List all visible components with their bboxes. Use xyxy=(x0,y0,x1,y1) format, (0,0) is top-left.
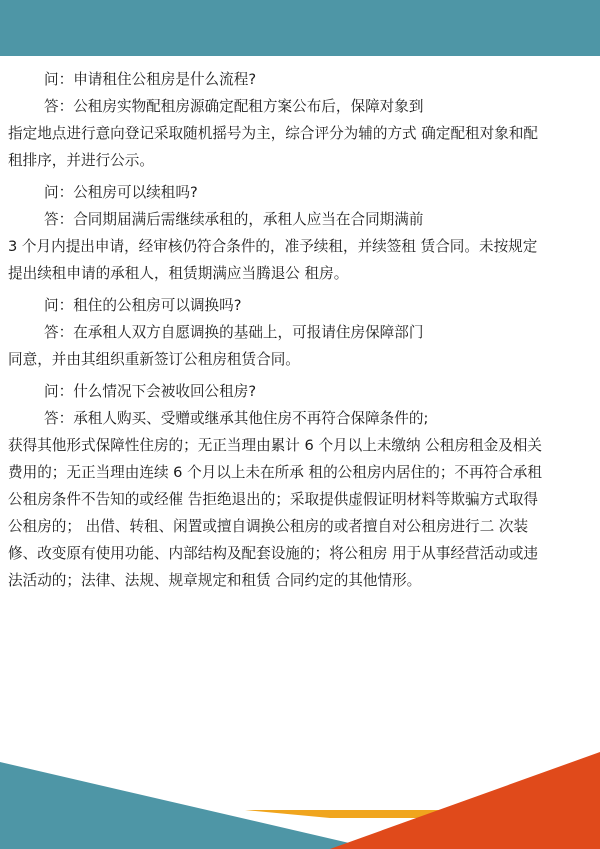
question-3: 问：租住的公租房可以调换吗? xyxy=(44,297,242,314)
question-1: 问：申请租住公租房是什么流程? xyxy=(44,71,257,88)
footer-decoration xyxy=(0,740,600,849)
header-band xyxy=(0,0,600,56)
answer-1-line-2: 指定地点进行意向登记采取随机摇号为主，综合评分为辅的方式 确定配租对象和配 xyxy=(8,125,539,142)
question-2: 问：公租房可以续租吗? xyxy=(44,184,198,201)
answer-1-line-1: 答：公租房实物配租房源确定配租方案公布后，保障对象到 xyxy=(44,98,424,115)
answer-1-line-3: 租排序，并进行公示。 xyxy=(8,152,154,169)
orange-triangle xyxy=(330,752,600,849)
teal-wedge xyxy=(0,762,375,849)
answer-4-line-6: 修、改变原有使用功能、内部结构及配套设施的；将公租房 用于从事经营活动或违 xyxy=(8,545,539,562)
document-body xyxy=(8,66,592,594)
answer-2-line-3: 提出续租申请的承租人，租赁期满应当腾退公 租房。 xyxy=(8,265,349,282)
answer-4-line-4: 公租房条件不告知的或经催 告拒绝退出的；采取提供虚假证明材料等欺骗方式取得 xyxy=(8,491,539,508)
answer-4-line-7: 法活动的；法律、法规、规章规定和租赁 合同约定的其他情形。 xyxy=(8,572,422,589)
answer-4-line-5: 公租房的； 出借、转租、闲置或擅自调换公租房的或者擅自对公租房进行二 次装 xyxy=(8,518,529,535)
answer-4-line-2: 获得其他形式保障性住房的；无正当理由累计 6 个月以上未缴纳 公租房租金及相关 xyxy=(8,437,542,454)
answer-4-line-3: 费用的；无正当理由连续 6 个月以上未在所承 租的公租房内居住的；不再符合承租 xyxy=(8,464,542,481)
question-4: 问：什么情况下会被收回公租房? xyxy=(44,383,257,400)
answer-3-line-2: 同意，并由其组织重新签订公租房租赁合同。 xyxy=(8,351,300,368)
answer-4-line-1: 答：承租人购买、受赠或继承其他住房不再符合保障条件的; xyxy=(44,410,429,427)
answer-2-line-2: 3 个月内提出申请，经审核仍符合条件的，准予续租，并续签租 赁合同。未按规定 xyxy=(8,238,538,255)
answer-3-line-1: 答：在承租人双方自愿调换的基础上，可报请住房保障部门 xyxy=(44,324,424,341)
answer-2-line-1: 答：合同期届满后需继续承租的，承租人应当在合同期满前 xyxy=(44,211,424,228)
